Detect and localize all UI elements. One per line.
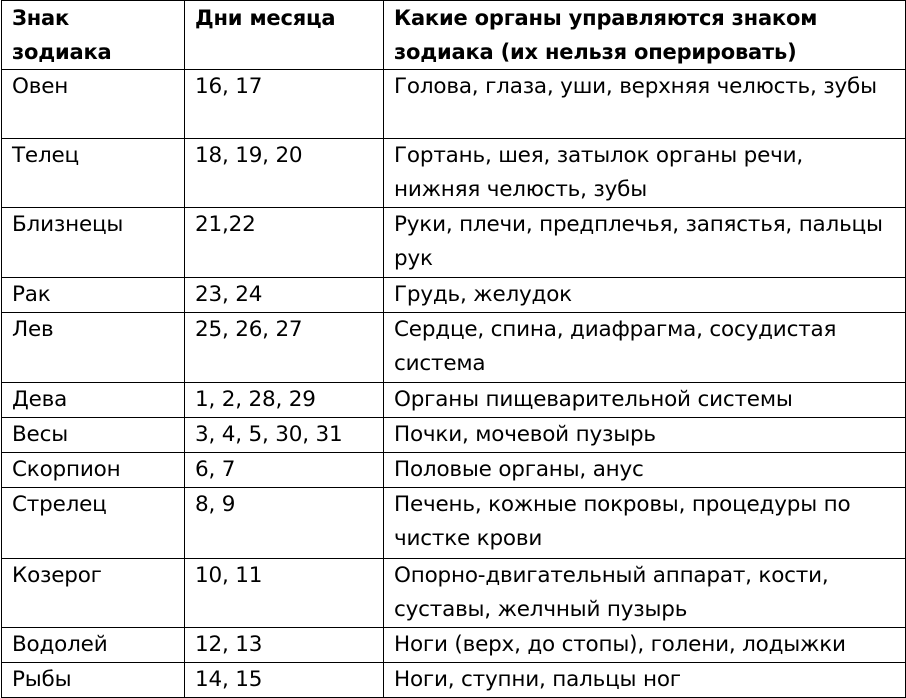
organs-cell: Ноги, ступни, пальцы ног (384, 663, 906, 698)
sign-cell: Стрелец (2, 488, 185, 559)
header-sign: Знак зодиака (2, 1, 185, 70)
organs-cell: Сердце, спина, диафрагма, сосудистая система (384, 313, 906, 383)
table-row (2, 663, 906, 698)
table-row (2, 313, 906, 383)
organs-cell: Руки, плечи, предплечья, запястья, пальцы рук (384, 208, 906, 278)
organs-cell: Почки, мочевой пузырь (384, 418, 906, 453)
days-cell: 14, 15 (185, 663, 384, 698)
table-header-row (2, 1, 906, 70)
days-cell: 1, 2, 28, 29 (185, 383, 384, 418)
sign-cell: Рак (2, 278, 185, 313)
organs-cell: Печень, кожные покровы, процедуры по чистке крови (384, 488, 906, 559)
table-row (2, 418, 906, 453)
organs-cell: Органы пищеварительной системы (384, 383, 906, 418)
sign-cell: Весы (2, 418, 185, 453)
organs-cell: Половые органы, анус (384, 453, 906, 488)
sign-cell: Лев (2, 313, 185, 383)
table-row (2, 383, 906, 418)
organs-cell: Опорно-двигательный аппарат, кости, суставы, желчный пузырь (384, 559, 906, 628)
organs-cell: Голова, глаза, уши, верхняя челюсть, зубы (384, 70, 906, 139)
table-row (2, 70, 906, 139)
sign-cell: Водолей (2, 628, 185, 663)
table-row (2, 628, 906, 663)
table-row (2, 208, 906, 278)
sign-cell: Телец (2, 139, 185, 208)
header-organs: Какие органы управляются знаком зодиака (их нельзя оперировать) (384, 1, 906, 70)
days-cell: 6, 7 (185, 453, 384, 488)
table-row (2, 559, 906, 628)
days-cell: 3, 4, 5, 30, 31 (185, 418, 384, 453)
days-cell: 18, 19, 20 (185, 139, 384, 208)
table-row (2, 278, 906, 313)
organs-cell: Гортань, шея, затылок органы речи, нижняя челюсть, зубы (384, 139, 906, 208)
days-cell: 23, 24 (185, 278, 384, 313)
days-cell: 21,22 (185, 208, 384, 278)
organs-cell: Грудь, желудок (384, 278, 906, 313)
days-cell: 16, 17 (185, 70, 384, 139)
table-row (2, 488, 906, 559)
days-cell: 8, 9 (185, 488, 384, 559)
header-days: Дни месяца (185, 1, 384, 70)
days-cell: 10, 11 (185, 559, 384, 628)
days-cell: 12, 13 (185, 628, 384, 663)
sign-cell: Козерог (2, 559, 185, 628)
sign-cell: Овен (2, 70, 185, 139)
sign-cell: Близнецы (2, 208, 185, 278)
sign-cell: Рыбы (2, 663, 185, 698)
table-row (2, 139, 906, 208)
organs-cell: Ноги (верх, до стопы), голени, лодыжки (384, 628, 906, 663)
table-row (2, 453, 906, 488)
sign-cell: Скорпион (2, 453, 185, 488)
days-cell: 25, 26, 27 (185, 313, 384, 383)
zodiac-organs-table (1, 0, 906, 698)
sign-cell: Дева (2, 383, 185, 418)
